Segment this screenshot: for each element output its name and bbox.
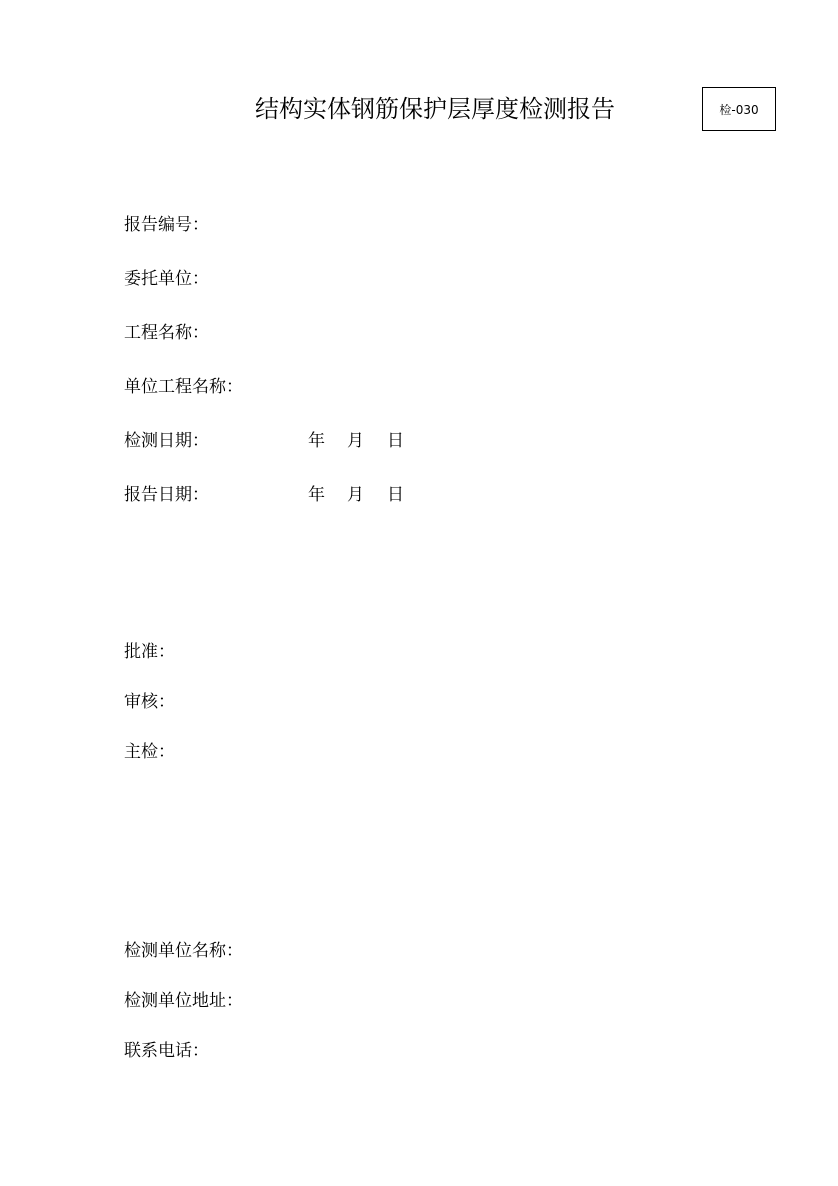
approve-label: 批准： — [124, 642, 175, 662]
report-date-day: 日 — [387, 485, 404, 505]
report-date-year: 年 — [308, 485, 325, 505]
test-date-label: 检测日期： — [124, 431, 209, 451]
agency-address-label: 检测单位地址： — [124, 991, 243, 1011]
agency-name-label: 检测单位名称： — [124, 941, 243, 961]
client-label: 委托单位： — [124, 269, 209, 289]
review-label: 审核： — [124, 692, 175, 712]
report-no-label: 报告编号： — [124, 215, 209, 235]
project-name-label: 工程名称： — [124, 323, 209, 343]
form-code: 检-030 — [719, 102, 759, 117]
chief-inspector-label: 主检： — [124, 742, 175, 762]
test-date-year: 年 — [308, 431, 325, 451]
report-title: 结构实体钢筋保护层厚度检测报告 — [255, 95, 615, 123]
report-date-month: 月 — [347, 485, 364, 505]
contact-phone-label: 联系电话： — [124, 1041, 209, 1061]
test-date-day: 日 — [387, 431, 404, 451]
test-date-month: 月 — [347, 431, 364, 451]
unit-project-label: 单位工程名称： — [124, 377, 243, 397]
report-date-label: 报告日期： — [124, 485, 209, 505]
form-code-box — [702, 87, 776, 131]
